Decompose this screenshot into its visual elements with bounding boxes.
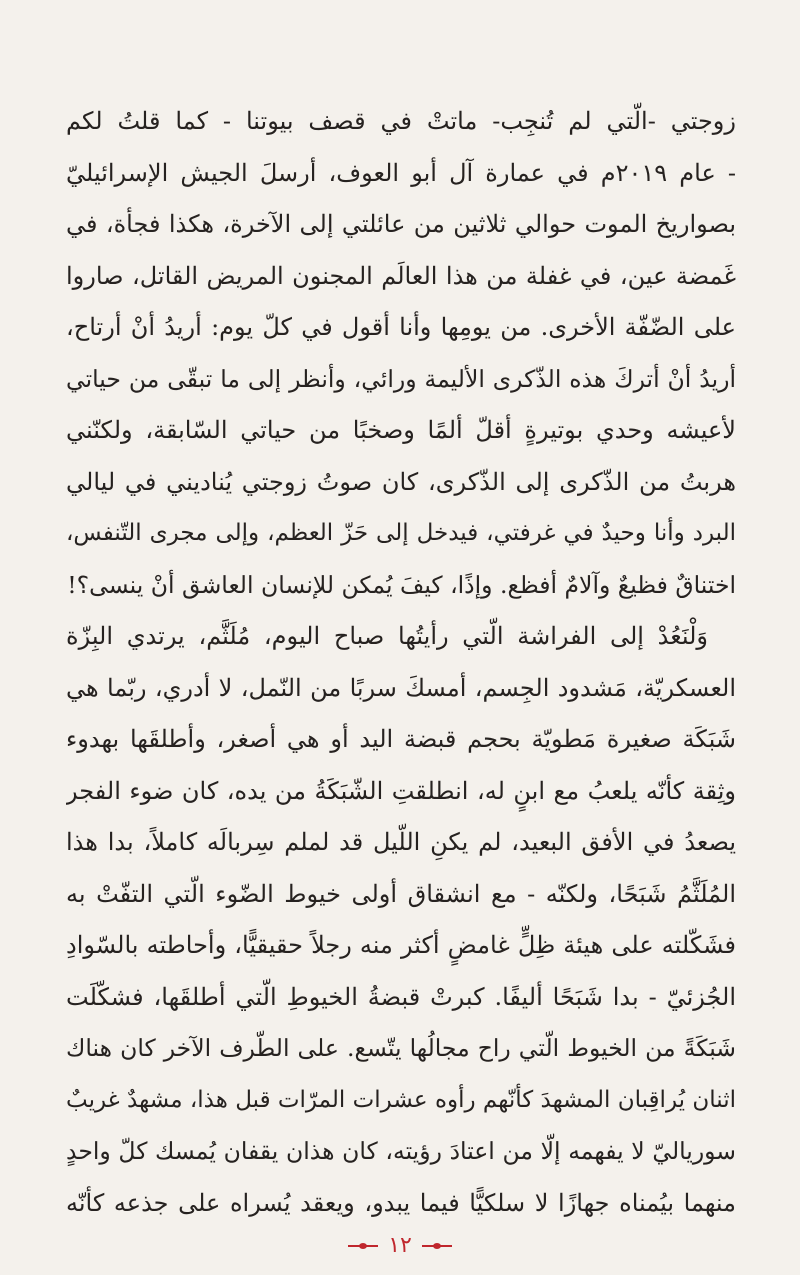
ornament-left bbox=[348, 1243, 378, 1249]
text-line: بصواريخ الموت حوالي ثلاثين من عائلتي إلى الآخرة، هكذا فجأة، في bbox=[66, 210, 736, 238]
text-line: يصعدُ في الأفق البعيد، لم يكنِ اللّيل قد لملم سِربالَه كاملاً، بدا هذا bbox=[66, 828, 736, 856]
text-line: المُلَثَّمُ شَبَحًا، ولكنّه - مع انشقاق أولى خيوط الضّوء الّتي التفّتْ به bbox=[66, 879, 736, 908]
text-line: البرد وأنا وحيدٌ في غرفتي، فيدخل إلى حَزّ العظم، وإلى مجرى التّنفس، bbox=[66, 520, 736, 546]
page-number: ١٢ bbox=[388, 1233, 412, 1258]
text-line: وثِقة كأنّه يلعبُ مع ابنٍ له، انطلقتِ الشّبَكَةُ من يده، كان ضوء الفجر bbox=[66, 776, 736, 805]
text-line: وَلْنَعُدْ إلى الفراشة الّتي رأيتُها صباح اليوم، مُلَثَّم، يرتدي البِزّة bbox=[66, 622, 708, 650]
text-line: شَبَكَة صغيرة مَطويّة بحجم قبضة اليد أو هي أصغر، وأطلقَها بهدوء bbox=[66, 725, 736, 753]
text-line: لأعيشه وحدي بوتيرةٍ أقلّ ألمًا وصخبًا من حياتي السّابقة، ولكنّني bbox=[66, 416, 736, 444]
ornament-right bbox=[422, 1243, 452, 1249]
text-line: - عام ٢٠١٩م في عمارة آل أبو العوف، أرسلَ الجيش الإسرائيليّ bbox=[66, 158, 736, 187]
text-line: منهما بيُمناه جهازًا لا سلكيًّا فيما يبدو، ويعقد يُسراه على جذعه كأنّه bbox=[66, 1188, 736, 1217]
text-line: اختناقٌ فظيعٌ وآلامٌ أفظع. وإذًا، كيفَ يُمكن للإنسان العاشق أنْ ينسى؟! bbox=[67, 570, 736, 599]
body-text bbox=[66, 96, 736, 1229]
text-line: اثنان يُراقِبان المشهدَ كأنّهم رأوه عشرات المرّات قبل هذا، مشهدٌ غريبٌ bbox=[66, 1086, 736, 1113]
text-line: فشَكّلته على هيئة ظِلٍّ غامضٍ أكثر منه رجلاً حقيقيًّا، وأحاطته بالسّوادِ bbox=[66, 931, 736, 959]
page-footer bbox=[0, 1232, 800, 1260]
text-line: شَبَكَةً من الخيوط الّتي راح مجالُها يتّسع. على الطّرف الآخر كان هناك bbox=[66, 1034, 736, 1062]
text-line: الجُزئيّ - بدا شَبَحًا أليفًا. كبرتْ قبضةُ الخيوطِ الّتي أطلقَها، فشكّلَت bbox=[66, 982, 736, 1011]
text-line: على الضّفّة الأخرى. من يومِها وأنا أقول في كلّ يوم: أريدُ أنْ أرتاح، bbox=[66, 313, 736, 341]
text-line: زوجتي -الّتي لم تُنجِب- ماتتْ في قصف بيوتنا - كما قلتُ لكم bbox=[66, 107, 736, 135]
text-line: العسكريّة، مَشدود الجِسم، أمسكَ سربًا من النّمل، لا أدري، ربّما هي bbox=[66, 673, 736, 702]
text-line: غَمضة عين، في غفلة من هذا العالَم المجنون المريض القاتل، صاروا bbox=[66, 261, 736, 290]
text-line: أريدُ أنْ أتركَ هذه الذّكرى الأليمة ورائي، وأنظر إلى ما تبقّى من حياتي bbox=[66, 364, 736, 393]
text-line: سورياليّ لا يفهمه إلّا من اعتادَ رؤيته، كان هذان يقفان يُمسك كلّ واحدٍ bbox=[66, 1137, 736, 1165]
text-line: هربتُ من الذّكرى إلى الذّكرى، كان صوتُ زوجتي يُناديني في ليالي bbox=[66, 467, 736, 496]
